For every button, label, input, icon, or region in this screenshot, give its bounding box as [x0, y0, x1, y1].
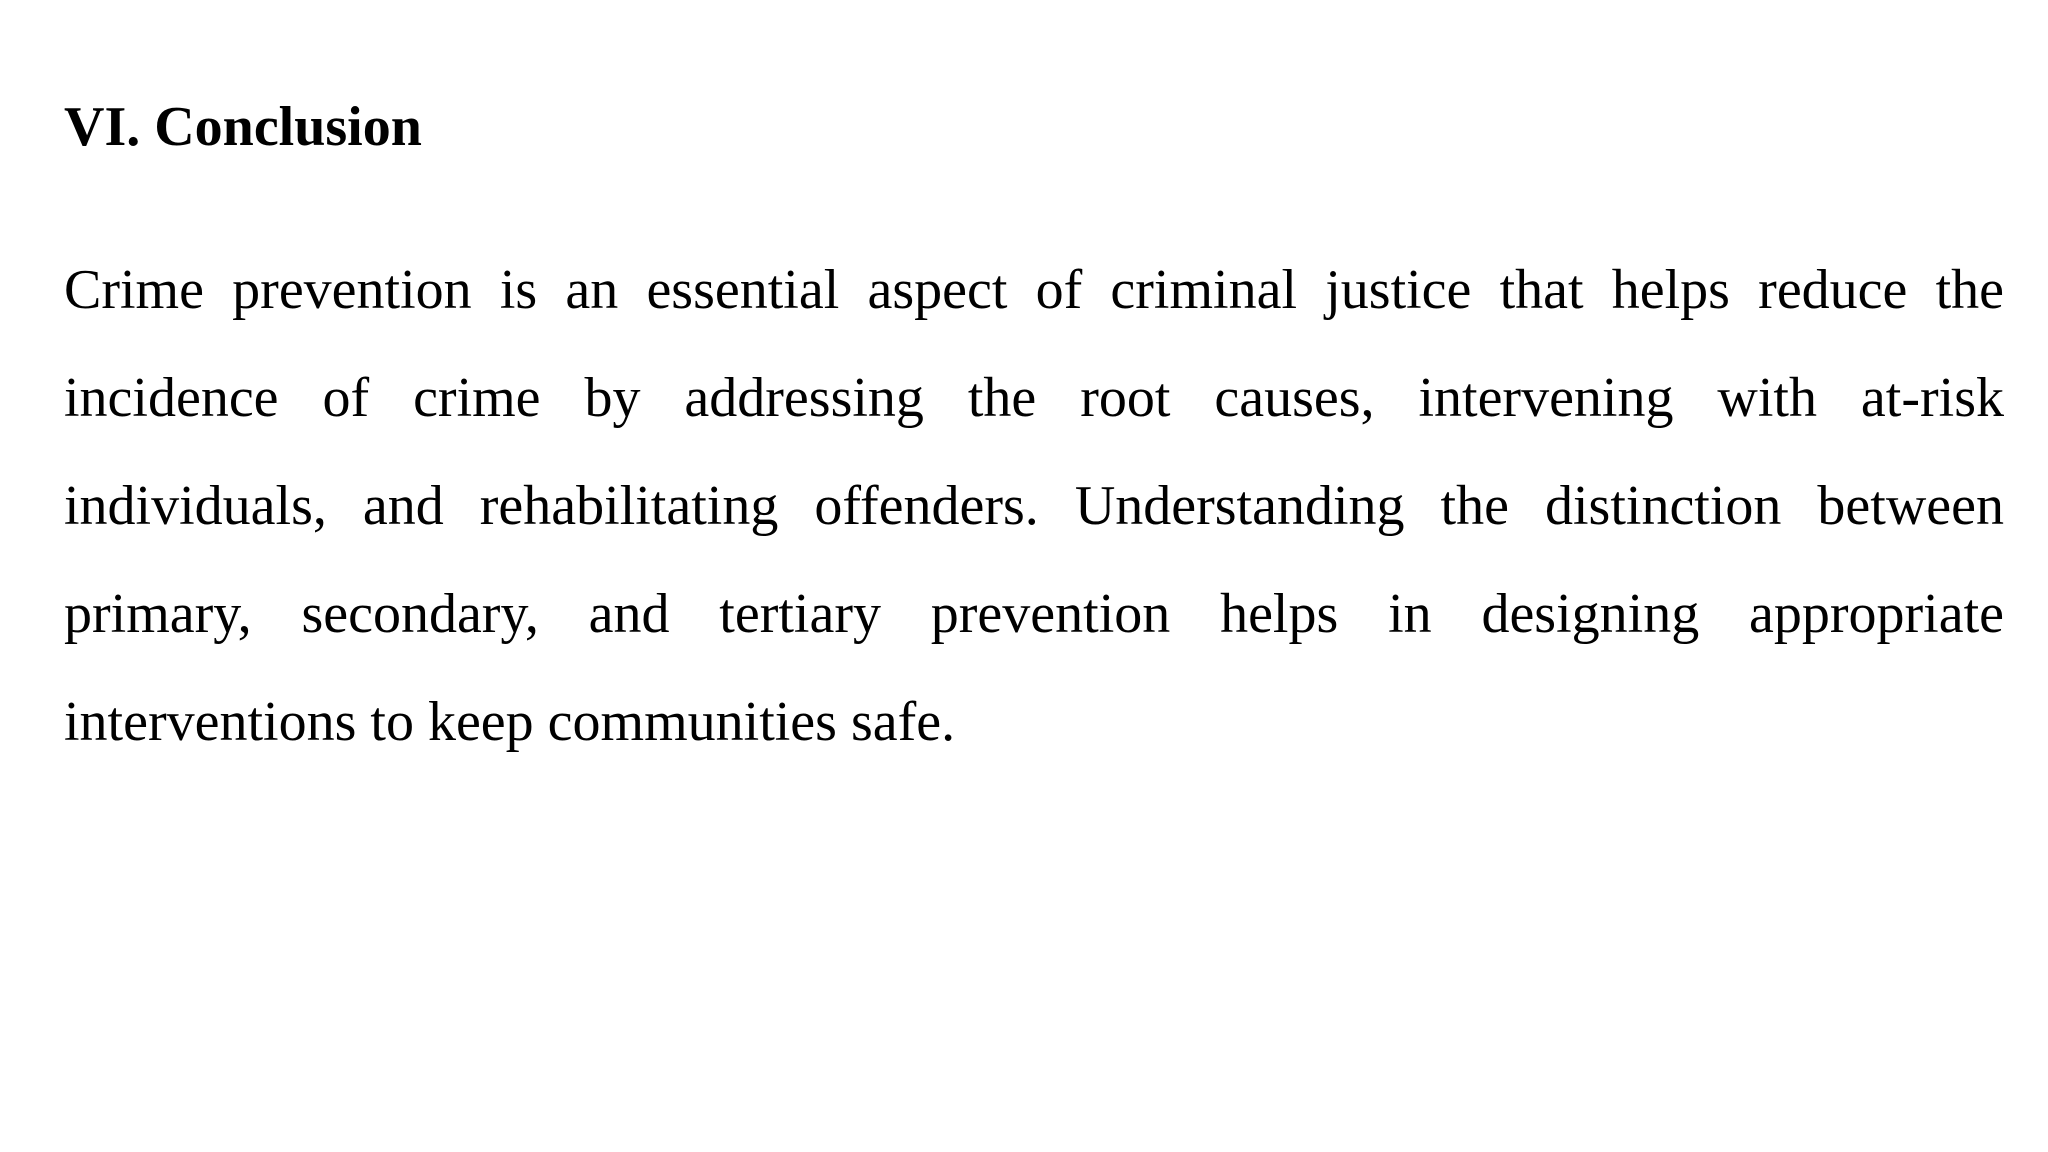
- paragraph-line: individuals, and rehabilitating offenders. Understanding the distinction between: [64, 475, 2004, 537]
- paragraph-line: Crime prevention is an essential aspect of criminal justice that helps reduce the: [64, 259, 2004, 321]
- paragraph-line: interventions to keep communities safe.: [64, 691, 956, 753]
- paragraph-line: incidence of crime by addressing the root causes, intervening with at-risk: [64, 367, 2004, 429]
- paragraph-line: primary, secondary, and tertiary prevention helps in designing appropriate: [64, 583, 2004, 645]
- conclusion-paragraph: [64, 236, 2004, 776]
- document-page: [64, 0, 2004, 1152]
- section-heading: VI. Conclusion: [64, 96, 422, 158]
